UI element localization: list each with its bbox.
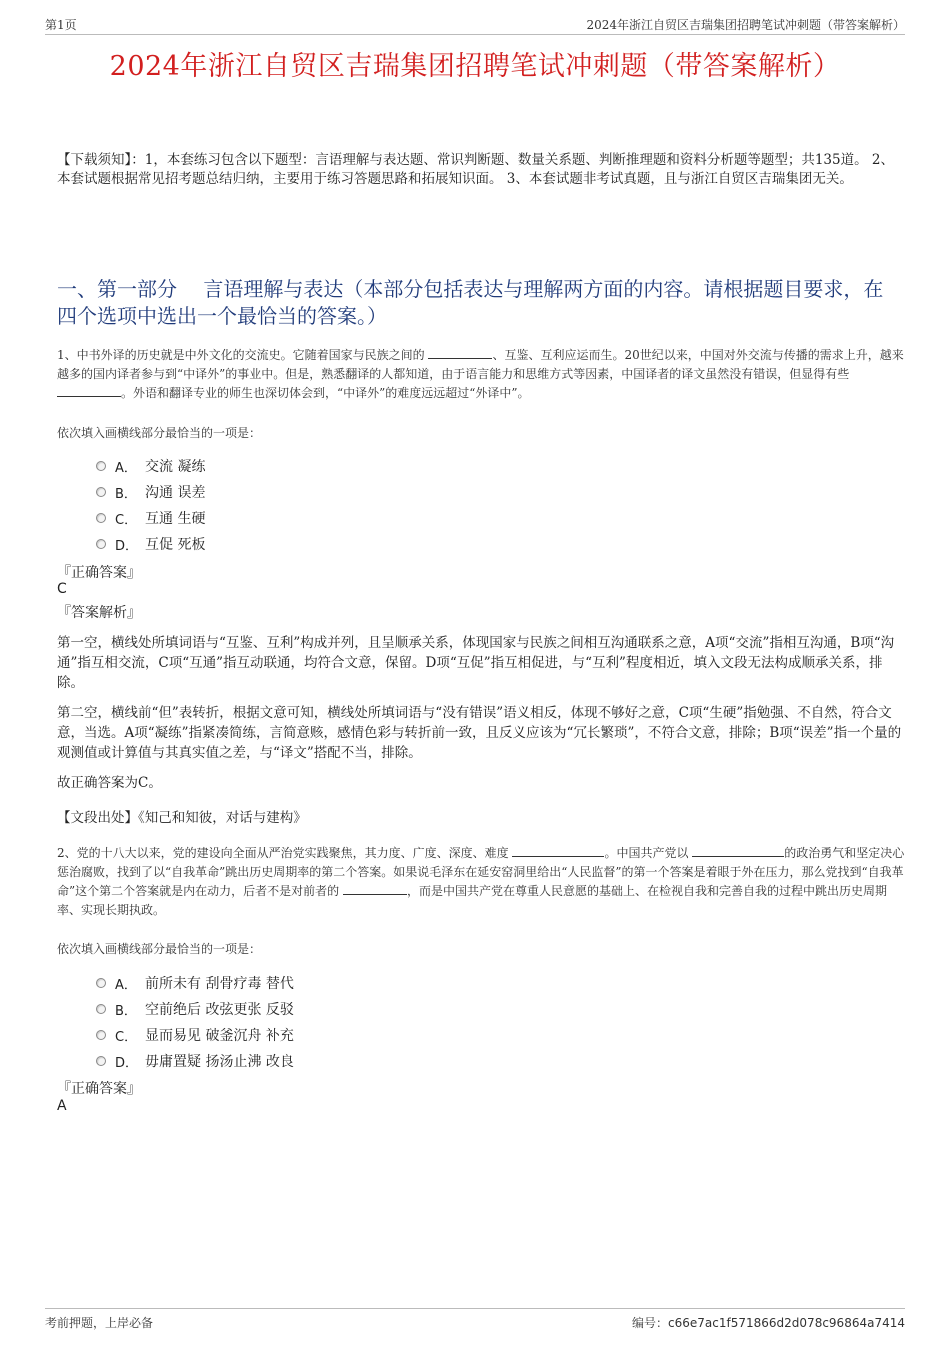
source-citation: 【文段出处】《知己和知彼，对话与建构》 — [57, 810, 307, 826]
option-c[interactable] — [96, 505, 205, 531]
document-title: 2024年浙江自贸区吉瑞集团招聘笔试冲刺题（带答案解析） — [109, 51, 841, 82]
analysis-conclusion: 故正确答案为C。 — [57, 775, 162, 791]
fill-blank — [428, 346, 492, 359]
option-letter: D． — [115, 538, 139, 554]
question-1-part-c: 。外语和翻译专业的师生也深切体会到，“中译外”的难度远远超过“外译中”。 — [121, 386, 530, 400]
fill-blank — [57, 384, 121, 397]
option-text: 前所未有 刮骨疗毒 替代 — [145, 976, 294, 992]
analysis-paragraph: 第二空，横线前“但”表转折，根据文意可知，横线处所填词语与“没有错误”语义相反，体现不够好之意，C项“生硬”指勉强、不自然，符合文意，当选。A项“凝练”指紧凑简练，言简意赅，感情色彩与转折前一致，且反义应该为“冗长繁琐”，不符合文意，排除；B项“误差”指一个量的观测值或计算值与其真实值之差，与“译文”搭配不当，排除。 — [57, 705, 902, 761]
option-text: 沟通 误差 — [145, 485, 206, 501]
document-code — [632, 1314, 905, 1331]
option-text: 互促 死板 — [145, 537, 206, 553]
running-header — [45, 14, 905, 35]
analysis-paragraph: 第一空，横线处所填词语与“互鉴、互利”构成并列，且呈顺承关系，体现国家与民族之间相互沟通联系之意，A项“交流”指相互沟通，B项“沟通”指互相交流，C项“互通”指互动联通，均符合文意，保留。D项“互促”指互相促进，与“互利”程度相近，填入文段无法构成顺承关系，排除。 — [57, 635, 895, 691]
question-2-options — [96, 970, 294, 1074]
option-c[interactable] — [96, 1022, 294, 1048]
header-doc-title: 2024年浙江自贸区吉瑞集团招聘笔试冲刺题（带答案解析） — [586, 18, 905, 32]
radio-icon[interactable] — [96, 461, 106, 471]
option-text: 互通 生硬 — [145, 511, 206, 527]
question-2-part-a: 2、党的十八大以来，党的建设向全面从严治党实践聚焦，其力度、广度、深度、难度 — [57, 846, 513, 860]
code-label: 编号： — [632, 1316, 669, 1330]
option-letter: D． — [115, 1055, 139, 1071]
answer-label: 『正确答案』 — [57, 1081, 141, 1097]
option-letter: C． — [115, 1029, 138, 1045]
question-2-part-b: 。中国共产党以 — [604, 846, 693, 860]
radio-icon[interactable] — [96, 539, 106, 549]
section-title: 一、第一部分 言语理解与表达（本部分包括表达与理解两方面的内容。请根据题目要求，在四个选项中选出一个最恰当的答案。） — [57, 277, 884, 328]
question-2-part-c: 的政治勇气和坚定决心惩治腐败，找到了以“自我革命”跳出历史周期率的第二个答案。如果说毛泽东在延安窑洞里给出“人民监督”的第一个答案是着眼于外在压力，那么党找到“自我革命”这个第二个答案就是内在动力，后者不是对前者的 — [57, 846, 905, 898]
option-a[interactable] — [96, 453, 205, 479]
analysis-label: 『答案解析』 — [57, 605, 141, 621]
radio-icon[interactable] — [96, 1056, 106, 1066]
option-a[interactable] — [96, 970, 294, 996]
option-letter: A． — [115, 977, 137, 993]
option-letter: C． — [115, 512, 138, 528]
option-text: 交流 凝练 — [145, 459, 206, 475]
option-b[interactable] — [96, 479, 205, 505]
question-1-prompt: 依次填入画横线部分最恰当的一项是： — [57, 426, 262, 440]
question-2-part-d: ，而是中国共产党在尊重人民意愿的基础上、在检视自我和完善自我的过程中跳出历史周期率、实现长期执政。 — [57, 884, 887, 917]
answer-label: 『正确答案』 — [57, 565, 141, 581]
radio-icon[interactable] — [96, 513, 106, 523]
option-d[interactable] — [96, 1048, 294, 1074]
running-footer — [45, 1308, 905, 1329]
option-letter: B． — [115, 486, 137, 502]
option-text: 显而易见 破釜沉舟 补充 — [145, 1028, 294, 1044]
option-text: 毋庸置疑 扬汤止沸 改良 — [145, 1054, 294, 1070]
correct-answer: C — [57, 581, 67, 597]
radio-icon[interactable] — [96, 978, 106, 988]
question-2-prompt: 依次填入画横线部分最恰当的一项是： — [57, 942, 262, 956]
option-b[interactable] — [96, 996, 294, 1022]
download-notice: 【下载须知】：1，本套练习包含以下题型：言语理解与表达题、常识判断题、数量关系题、判断推理题和资料分析题等题型；共135道。 2、本套试题根据常见招考题总结归纳，主要用于练习答题思路和拓展知识面。 3、本套试题非考试真题，且与浙江自贸区吉瑞集团无关。 — [57, 152, 894, 187]
question-1-part-a: 1、中书外译的历史就是中外文化的交流史。它随着国家与民族之间的 — [57, 348, 429, 362]
option-d[interactable] — [96, 531, 205, 557]
option-letter: B． — [115, 1003, 137, 1019]
footer-slogan: 考前押题，上岸必备 — [45, 1316, 154, 1330]
radio-icon[interactable] — [96, 487, 106, 497]
question-1-options — [96, 453, 205, 557]
option-letter: A． — [115, 460, 137, 476]
question-1-part-b: 、互鉴、互利应运而生。20世纪以来，中国对外交流与传播的需求上升，越来越多的国内译者参与到“中译外”的事业中。但是，熟悉翻译的人都知道，由于语言能力和思维方式等因素，中国译者的译文虽然没有错误，但显得有些 — [57, 348, 904, 381]
radio-icon[interactable] — [96, 1004, 106, 1014]
radio-icon[interactable] — [96, 1030, 106, 1040]
correct-answer: A — [57, 1098, 67, 1114]
code-value: c66e7ac1f571866d2d078c96864a7414 — [668, 1316, 905, 1330]
fill-blank — [343, 882, 407, 895]
question-2-text — [57, 844, 905, 920]
fill-blank — [692, 844, 784, 857]
question-1-text — [57, 346, 905, 403]
fill-blank — [512, 844, 604, 857]
page-number: 第1页 — [45, 18, 77, 32]
option-text: 空前绝后 改弦更张 反驳 — [145, 1002, 294, 1018]
